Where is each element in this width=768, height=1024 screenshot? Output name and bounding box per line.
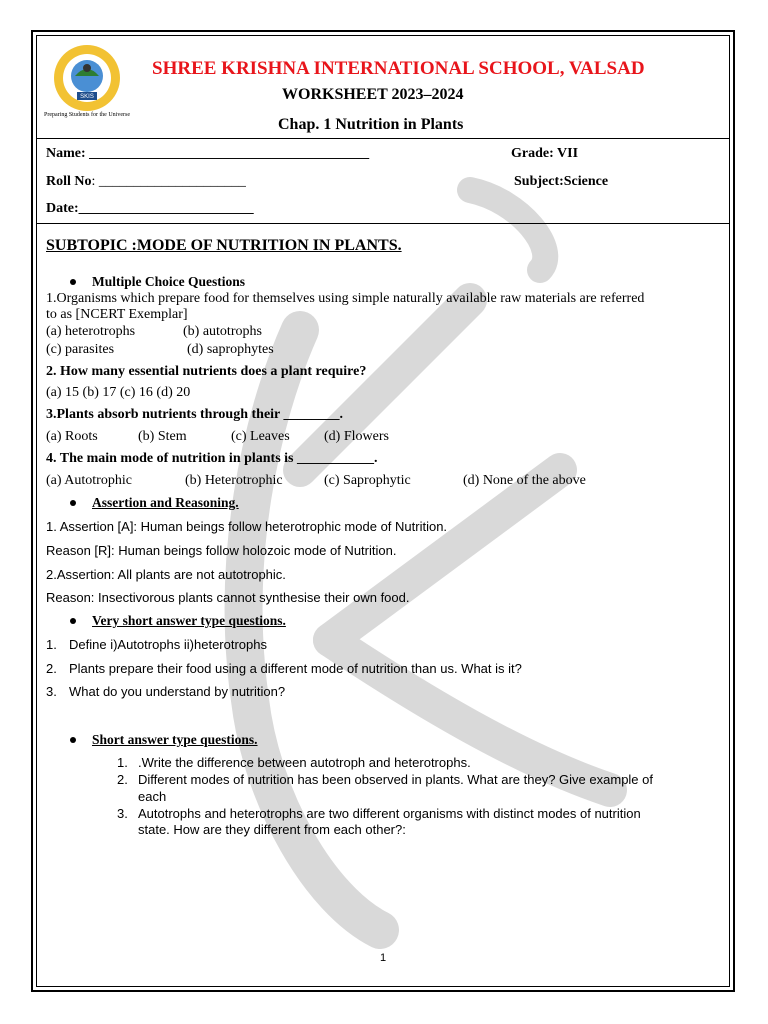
q4-option-c: (c) Saprophytic [324,473,411,488]
item-text-continued: each [138,789,167,804]
worksheet-title: WORKSHEET 2023–2024 [282,86,464,103]
grade-label: Grade: VII [511,146,579,161]
chapter-title: Chap. 1 Nutrition in Plants [278,116,464,133]
q3-option-a: (a) Roots [46,429,98,444]
item-number: 3. [46,684,57,699]
q4-option-a: (a) Autotrophic [46,473,132,488]
assertion-2: 2.Assertion: All plants are not autotrophic. [46,567,286,582]
roll-no-label: Roll No [46,174,92,189]
q1-option-b: (b) autotrophs [183,324,262,339]
item-text: .Write the difference between autotroph and heterotrophs. [138,755,471,770]
q1-line1: 1.Organisms which prepare food for themselves using simple naturally available raw materials are referred [46,291,645,306]
item-number: 1. [117,755,128,770]
bullet-icon [70,737,76,743]
divider [37,223,729,224]
q3-text: 3.Plants absorb nutrients through their ________. [46,407,344,422]
subtopic-heading: SUBTOPIC :MODE OF NUTRITION IN PLANTS. [46,237,402,254]
roll-no-line: : _____________________ [91,174,246,189]
q3-option-c: (c) Leaves [231,429,290,444]
logo-initials: SKIS [80,94,94,100]
item-text-continued: state. How are they different from each other?: [138,822,406,837]
item-text: What do you understand by nutrition? [69,684,286,699]
item-text: Plants prepare their food using a different mode of nutrition than us. What is it? [69,661,522,676]
q3-option-b: (b) Stem [138,429,187,444]
q2-text: 2. How many essential nutrients does a plant require? [46,364,367,379]
logo-tagline: Preparing Students for the Universe [44,112,130,118]
item-text: Define i)Autotrophs ii)heterotrophs [69,637,267,652]
item-number: 2. [46,661,57,676]
bullet-icon [70,279,76,285]
item-text: Autotrophs and heterotrophs are two different organisms with distinct modes of nutrition [138,806,641,821]
subject-label: Subject:Science [514,174,609,189]
assertion-1: 1. Assertion [A]: Human beings follow heterotrophic mode of Nutrition. [46,519,448,534]
mcq-heading-text: Multiple Choice Questions [92,274,246,289]
list-item [46,661,522,676]
reason-2: Reason: Insectivorous plants cannot synthesise their own food. [46,590,410,605]
q1-line2: to as [NCERT Exemplar] [46,307,188,322]
bullet-icon [70,500,76,506]
q4-text: 4. The main mode of nutrition in plants is ___________. [46,451,378,466]
assertion-heading [70,495,239,511]
school-name: SHREE KRISHNA INTERNATIONAL SCHOOL, VALSAD [152,58,645,79]
short-answer-heading-text: Short answer type questions. [92,732,258,747]
q4-option-d: (d) None of the above [463,473,586,488]
item-text: Different modes of nutrition has been observed in plants. What are they? Give example of [138,772,653,787]
q1-option-d: (d) saprophytes [187,342,274,357]
very-short-heading [70,613,286,629]
reason-1: Reason [R]: Human beings follow holozoic mode of Nutrition. [46,543,397,558]
item-number: 2. [117,772,128,787]
mcq-heading [70,274,245,290]
name-field: Name: ________________________________________ [46,146,370,161]
list-item [46,684,286,699]
divider [37,138,729,139]
item-number: 1. [46,637,57,652]
q4-option-b: (b) Heterotrophic [185,473,283,488]
list-item [117,755,471,770]
page-number: 1 [380,952,387,964]
list-item [117,806,641,821]
short-answer-heading [70,732,258,748]
q3-option-d: (d) Flowers [324,429,389,444]
q1-option-c: (c) parasites [46,342,115,357]
q1-option-a: (a) heterotrophs [46,324,136,339]
bullet-icon [70,618,76,624]
very-short-heading-text: Very short answer type questions. [92,613,286,628]
list-item [117,772,653,787]
roll-no-field [46,174,246,190]
q2-options: (a) 15 (b) 17 (c) 16 (d) 20 [46,385,191,400]
assertion-heading-text: Assertion and Reasoning. [92,495,239,510]
date-field: Date:_________________________ [46,201,254,216]
item-number: 3. [117,806,128,821]
list-item [46,637,267,652]
